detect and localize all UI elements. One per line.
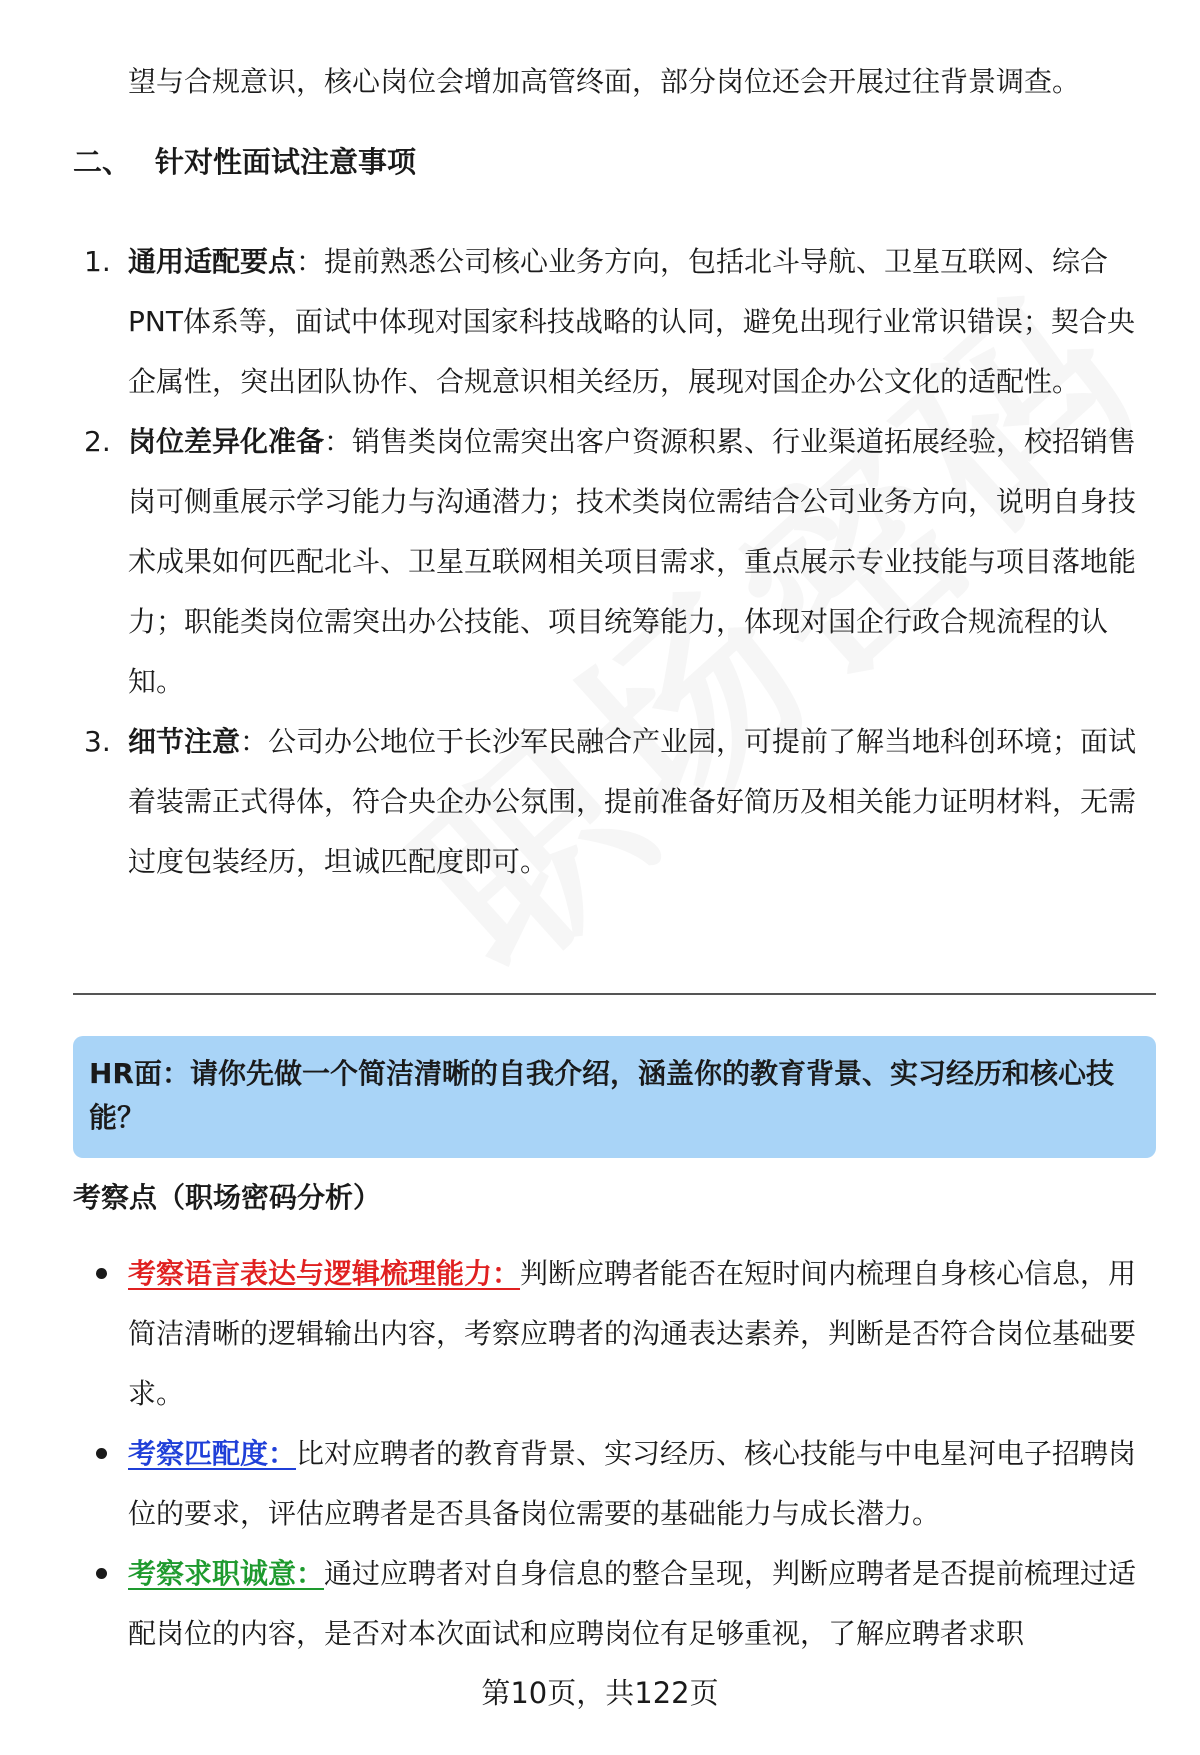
- note-item: [0, 412, 1150, 712]
- note-label: 通用适配要点: [128, 245, 297, 278]
- note-text: ：公司办公地位于长沙军民融合产业园，可提前了解当地科创环境；面试着装需正式得体，符合央企办公氛围，提前准备好简历及相关能力证明材料，无需过度包装经历，坦诚匹配度即可。: [128, 725, 1137, 878]
- note-text: ：销售类岗位需突出客户资源积累、行业渠道拓展经验，校招销售岗可侧重展示学习能力与沟通潜力；技术类岗位需结合公司业务方向，说明自身技术成果如何匹配北斗、卫星互联网相关项目需求，重点展示专业技能与项目落地能力；职能类岗位需突出办公技能、项目统筹能力，体现对国企行政合规流程的认知。: [128, 425, 1137, 698]
- bullet-icon: [96, 1268, 107, 1279]
- point-text: 判断应聘者能否在短时间内梳理自身核心信息，用简洁清晰的逻辑输出内容，考察应聘者的沟通表达素养，判断是否符合岗位基础要求。: [128, 1257, 1137, 1410]
- note-label: 岗位差异化准备: [128, 425, 325, 458]
- note-number: 2.: [84, 425, 111, 458]
- question-box: HR面：请你先做一个简洁清晰的自我介绍，涵盖你的教育背景、实习经历和核心技能？: [73, 1036, 1156, 1158]
- intro-continuation: 望与合规意识，核心岗位会增加高管终面，部分岗位还会开展过往背景调查。: [128, 65, 1081, 98]
- bullet-icon: [96, 1448, 107, 1459]
- analysis-point: [0, 1544, 1150, 1664]
- analysis-point: [0, 1244, 1150, 1424]
- point-text: 比对应聘者的教育背景、实习经历、核心技能与中电星河电子招聘岗位的要求，评估应聘者是否具备岗位需要的基础能力与成长潜力。: [128, 1437, 1137, 1530]
- point-label: 考察语言表达与逻辑梳理能力：: [128, 1257, 521, 1290]
- section-title: 针对性面试注意事项: [155, 145, 417, 179]
- point-label: 考察求职诚意：: [128, 1557, 325, 1590]
- point-text: 通过应聘者对自身信息的整合呈现，判断应聘者是否提前梳理过适配岗位的内容，是否对本次面试和应聘岗位有足够重视，了解应聘者求职: [128, 1557, 1137, 1650]
- page-footer: 第10页，共122页: [481, 1676, 719, 1710]
- notes-list: [0, 232, 1200, 892]
- note-text: ：提前熟悉公司核心业务方向，包括北斗导航、卫星互联网、综合PNT体系等，面试中体现对国家科技战略的认同，避免出现行业常识错误；契合央企属性，突出团队协作、合规意识相关经历，展现对国企办公文化的适配性。: [128, 245, 1135, 398]
- note-item: [0, 712, 1150, 892]
- section-number: 二、: [73, 145, 132, 179]
- section-heading: [73, 142, 416, 182]
- analysis-point: [0, 1424, 1150, 1544]
- note-number: 3.: [84, 725, 111, 758]
- horizontal-divider: [73, 993, 1156, 995]
- note-label: 细节注意: [128, 725, 241, 758]
- note-number: 1.: [84, 245, 111, 278]
- note-item: [0, 232, 1150, 412]
- bullet-icon: [96, 1568, 107, 1579]
- analysis-points: [0, 1244, 1200, 1664]
- analysis-title: 考察点（职场密码分析）: [73, 1181, 382, 1214]
- point-label: 考察匹配度：: [128, 1437, 297, 1470]
